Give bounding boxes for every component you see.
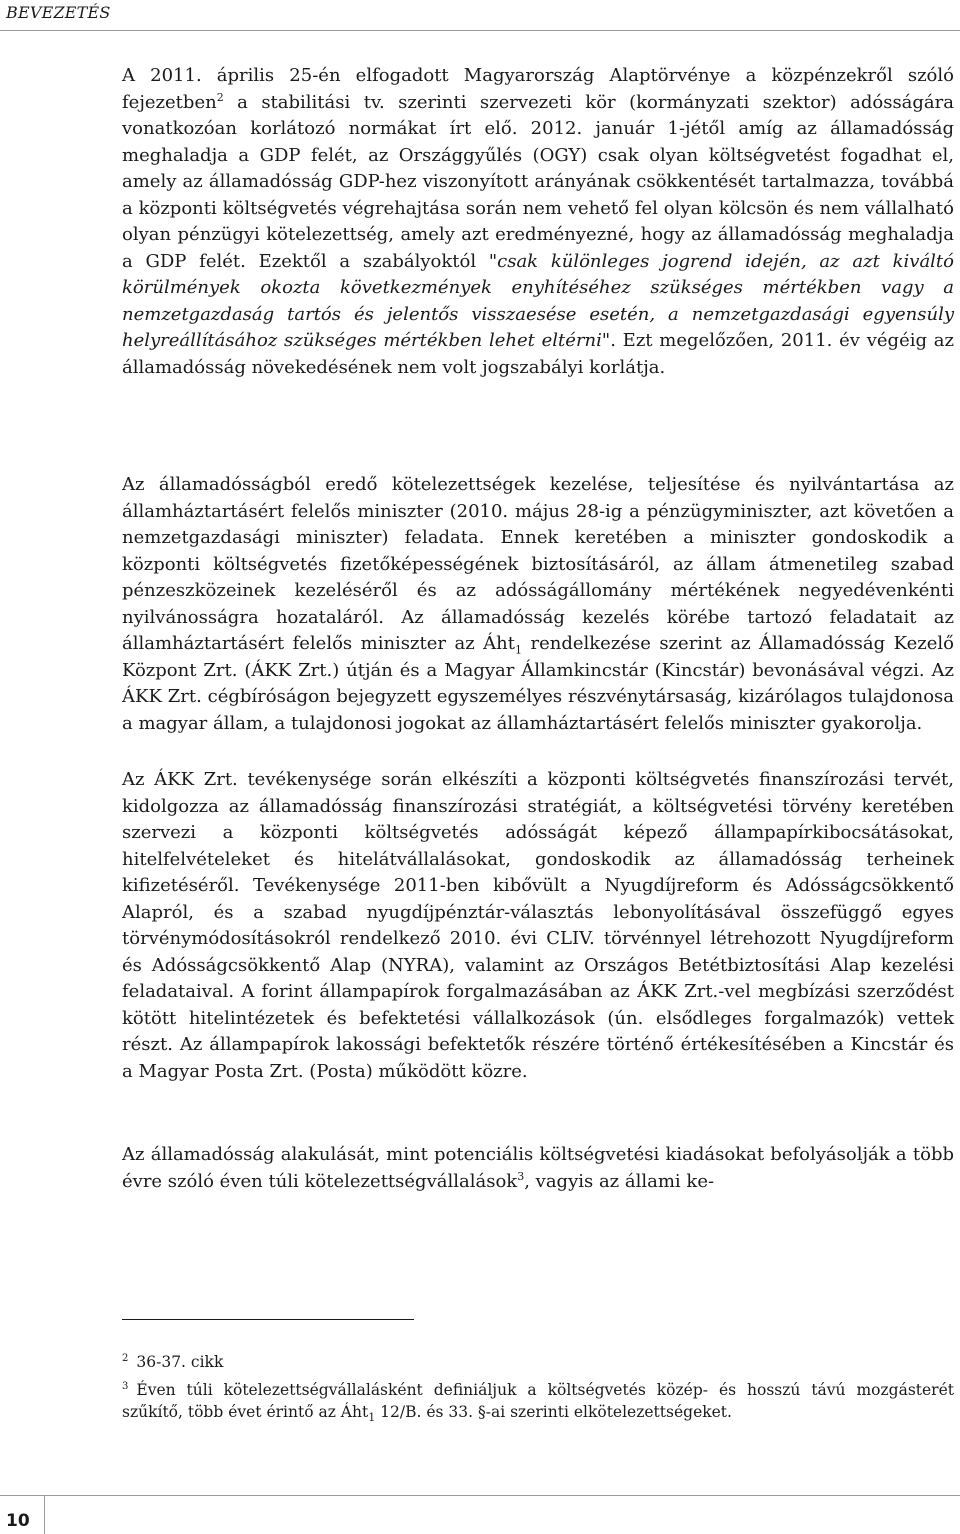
footer-divider xyxy=(0,1495,960,1496)
paragraph-4-text-a: Az államadósság alakulását, mint potenciális költségvetési kiadásokat befolyásolják a több évre szóló éven túli kötelezettségvállalások xyxy=(122,1144,954,1192)
footnote-3-number: 3 xyxy=(122,1380,129,1392)
paragraph-4-text-b: , vagyis az állami ke- xyxy=(524,1170,715,1192)
paragraph-4 xyxy=(122,1142,954,1195)
paragraph-1-text-c: . Ezt megelőzően, 2011. év végéig az államadósság növekedésének nem volt jogszabályi korlátja. xyxy=(122,330,954,378)
paragraph-2-text-a: Az államadósságból eredő kötelezettségek kezelése, teljesítése és nyilvántartása az államháztartásért felelős miniszter (2010. május 28-ig a pénzügyminiszter, azt követően a nemzetgazdasági miniszter) feladata. Ennek keretében a miniszter gondoskodik a központi költségvetés fizetőképességének biztosításáról, az állam átmenetileg szabad pénzeszközeinek kezeléséről és az adósságállomány mértékének negyedévenkénti nyilvánosságra hozataláról. Az államadósság kezelés körébe tartozó feladatait az államháztartásért felelős miniszter az Áht xyxy=(122,474,954,654)
paragraph-1-text-b: a stabilitási tv. szerinti szervezeti kör (kormányzati szektor) adósságára vonatkozóan korlátozó normákat írt elő. 2012. január 1-jétől amíg az államadósság meghaladja a GDP felét, az Országgyűlés (OGY) csak olyan költségvetést fogadhat el, amely az államadósság GDP-hez viszonyított arányának csökkentését tartalmazza, továbbá a központi költségvetés végrehajtása során nem vehető fel olyan kölcsön és nem vállalható olyan pénzügyi kötelezettség, amely azt eredményezné, hogy az államadósság meghaladja a GDP felét. Ezektől a szabályoktól xyxy=(122,91,954,272)
footnote-2-number: 2 xyxy=(122,1352,129,1364)
footnote-divider xyxy=(122,1319,414,1320)
footnote-3-text-a: Éven túli kötelezettségvállalásként definiáljuk a költségvetés közép- és hosszú távú mozgásterét szűkítő, több évet érintő az Áht xyxy=(122,1381,954,1421)
paragraph-1-text-a: A 2011. április 25-én elfogadott Magyarország Alaptörvénye a közpénzekről szóló fejezetben xyxy=(122,65,954,113)
footnote-2-text: 36-37. cikk xyxy=(136,1353,224,1371)
paragraph-1-quote: "csak különleges jogrend idején, az azt kiváltó körülmények okozta következmények enyhítéséhez szükséges mértékben vagy a nemzetgazdaság tartós és jelentős visszaesése esetén, a nemzetgazdasági egyensúly helyreállításához szükséges mértékben lehet eltérni" xyxy=(122,250,954,351)
paragraph-2 xyxy=(122,472,954,737)
paragraph-1 xyxy=(122,63,954,381)
footnote-2 xyxy=(122,1351,954,1373)
footnote-3 xyxy=(122,1379,954,1423)
paragraph-2-text-b: rendelkezése szerint az Államadósság Kezelő Központ Zrt. (ÁKK Zrt.) útján és a Magyar Államkincstár (Kincstár) bevonásával végzi. Az ÁKK Zrt. cégbíróságon bejegyzett egyszemélyes részvénytársaság, kizárólagos tulajdonosa a magyar állam, a tulajdonosi jogokat az államháztartásért felelős miniszter gyakorolja. xyxy=(122,633,954,734)
footnote-ref-2: 2 xyxy=(216,90,224,104)
page-header xyxy=(0,0,960,31)
header-title: BEVEZETÉS xyxy=(6,3,111,22)
page-number: 10 xyxy=(6,1511,30,1531)
paragraph-2-subscript: 1 xyxy=(515,643,522,657)
footnote-3-text-b: 12/B. és 33. §-ai szerinti elkötelezettségeket. xyxy=(375,1403,732,1421)
footnote-3-subscript: 1 xyxy=(368,1411,376,1425)
footer-vertical-divider xyxy=(44,1495,45,1534)
footnote-ref-3: 3 xyxy=(517,1169,525,1183)
paragraph-3: Az ÁKK Zrt. tevékenysége során elkészíti a központi költségvetés finanszírozási tervét, kidolgozza az államadósság finanszírozási stratégiát, a költségvetési törvény keretében szervezi a központi költségvetés adósságát képező állampapírkibocsátásokat, hitelfelvételeket és hitelátvállalásokat, gondoskodik az államadósság terheinek kifizetéséről. Tevékenysége 2011-ben kibővült a Nyugdíjreform és Adósságcsökkentő Alapról, és a szabad nyugdíjpénztár-választás lebonyolításával összefüggő egyes törvénymódosításokról rendelkező 2010. évi CLIV. törvénnyel létrehozott Nyugdíjreform és Adósságcsökkentő Alap (NYRA), valamint az Országos Betétbiztosítási Alap kezelési feladataival. A forint állampapírok forgalmazásában az ÁKK Zrt.-vel megbízási szerződést kötött hitelintézetek és befektetési vállalkozások (ún. elsődleges forgalmazók) vettek részt. Az állampapírok lakossági befektetők részére történő értékesítésében a Kincstár és a Magyar Posta Zrt. (Posta) működött közre. xyxy=(122,769,954,1082)
